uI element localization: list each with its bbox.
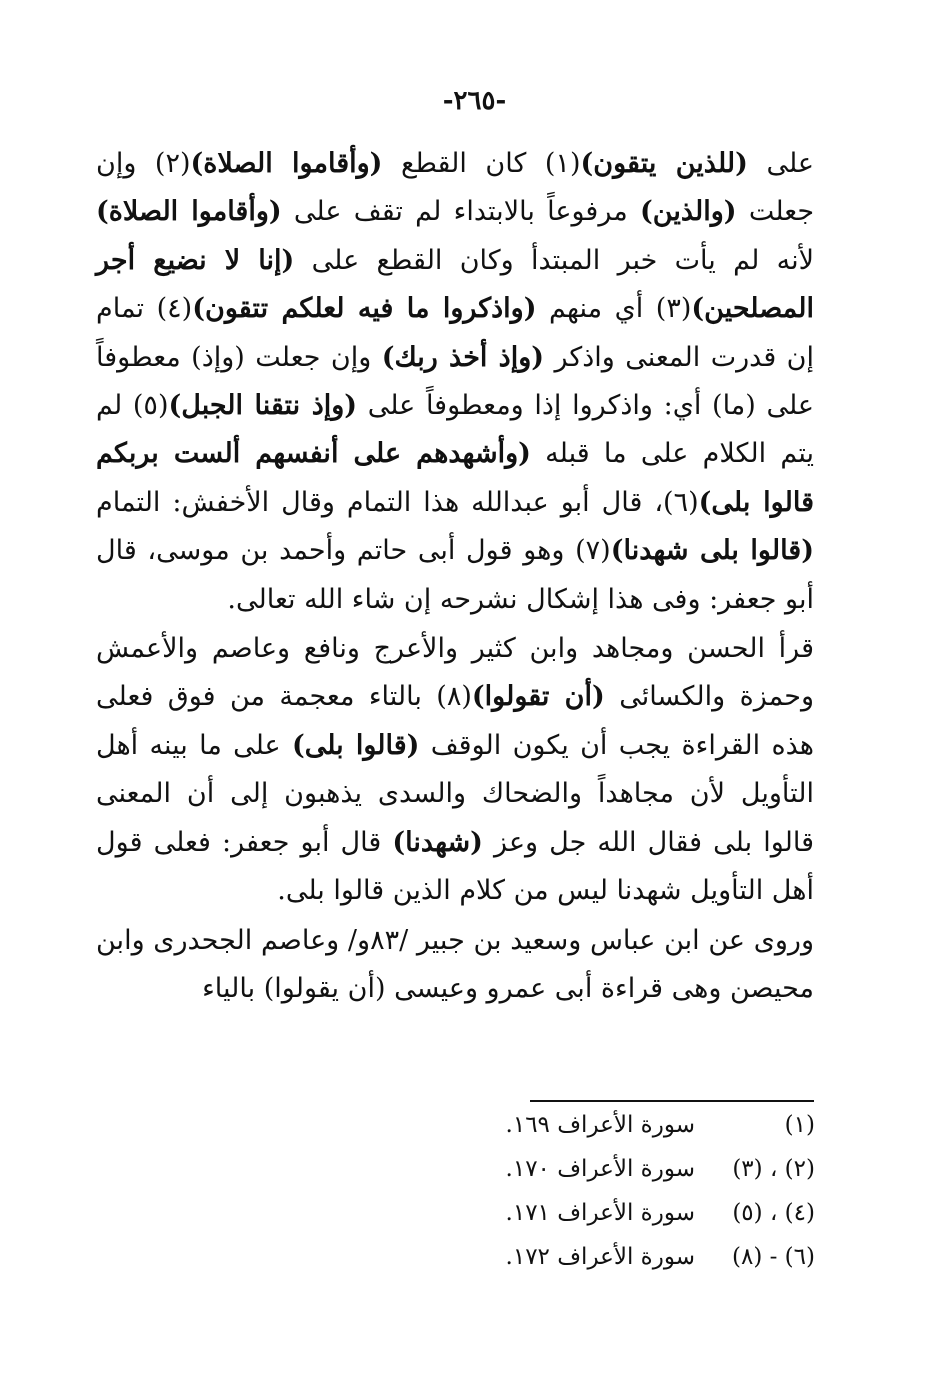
text-run: على ما بينه أهل التأويل لأن مجاهداً والضحاك والسدى يذهبون إلى أن المعنى قالوا بلى فقال الله جل وعز bbox=[96, 729, 815, 858]
main-text bbox=[96, 140, 814, 1013]
text-run: (٥) لم يتم الكلام على ما قبله bbox=[96, 390, 814, 470]
quoted-phrase: (وأشهدهم على أنفسهم ألست بربكم قالوا بلى) bbox=[96, 438, 814, 518]
quoted-phrase: (قالوا بلى شهدنا) bbox=[610, 535, 814, 567]
paragraph bbox=[96, 917, 814, 1014]
footnote bbox=[455, 1112, 815, 1156]
text-run: قال أبو جعفر: فعلى قول أهل التأويل شهدنا ليس من كلام الذين قالوا بلى. bbox=[96, 826, 814, 907]
quoted-phrase: (والذين) bbox=[639, 196, 737, 228]
text-run: على bbox=[747, 148, 815, 179]
quoted-phrase: (إنا لا نضيع أجر المصلحين) bbox=[96, 244, 814, 325]
footnote bbox=[455, 1244, 815, 1288]
quoted-phrase: (أن تقولوا) bbox=[471, 681, 605, 713]
text-run: قرأ الحسن ومجاهد وابن كثير والأعرج ونافع وعاصم والأعمش وحمزة والكسائى bbox=[96, 633, 814, 713]
paragraph bbox=[96, 140, 814, 624]
footnote-text: سورة الأعراف ١٧١. bbox=[505, 1200, 695, 1226]
footnote-ref: (٦) - (٨) bbox=[731, 1244, 815, 1270]
page-number: -٢٦٥- bbox=[442, 86, 507, 116]
footnote-ref: (١) bbox=[784, 1112, 815, 1138]
quoted-phrase: (شهدنا) bbox=[392, 826, 483, 858]
footnote-text: سورة الأعراف ١٦٩. bbox=[505, 1112, 695, 1138]
text-run: وإن جعلت (وإذ) معطوفاً على (ما) أي: واذكروا إذا ومعطوفاً على bbox=[96, 341, 815, 422]
text-run: (٣) أي منهم bbox=[536, 293, 692, 325]
quoted-phrase: (وإذ نتقنا الجبل) bbox=[168, 390, 358, 422]
footnote bbox=[455, 1156, 815, 1200]
quoted-phrase: (للذين يتقون) bbox=[580, 148, 748, 179]
quoted-phrase: (وإذ أخذ ربك) bbox=[381, 341, 545, 373]
text-run: وروى عن ابن عباس وسعيد بن جبير /٨٣و/ وعاصم الجحدرى وابن محيصن وهى قراءة أبى عمرو وعيسى (أن يقولوا) بالياء bbox=[96, 924, 814, 1004]
text-run: (٧) وهو قول أبى حاتم وأحمد بن موسى، قال أبو جعفر: وفى هذا إشكال نشرحه إن شاء الله تعالى. bbox=[96, 535, 814, 615]
text-run: (٦)، قال أبو عبدالله هذا التمام وقال الأخفش: التمام bbox=[96, 486, 699, 518]
quoted-phrase: (وأقاموا الصلاة) bbox=[96, 196, 282, 228]
text-run: (١) كان القطع bbox=[382, 148, 581, 179]
footnote-separator bbox=[530, 1100, 814, 1102]
quoted-phrase: (وأقاموا الصلاة) bbox=[190, 148, 383, 179]
footnote bbox=[455, 1200, 815, 1244]
text-run: مرفوعاً بالابتداء لم تقف على bbox=[281, 196, 640, 228]
footnotes bbox=[455, 1112, 815, 1288]
quoted-phrase: (قالوا بلى) bbox=[291, 729, 420, 761]
text-run: (٤) تمام إن قدرت المعنى واذكر bbox=[96, 293, 815, 373]
text-run: لأنه لم يأت خبر المبتدأ وكان القطع على bbox=[294, 244, 815, 276]
footnote-text: سورة الأعراف ١٧٠. bbox=[505, 1156, 695, 1182]
footnote-text: سورة الأعراف ١٧٢. bbox=[505, 1244, 695, 1270]
text-run: (٢) وإن جعلت bbox=[96, 148, 815, 228]
quoted-phrase: (واذكروا ما فيه لعلكم تتقون) bbox=[192, 293, 537, 325]
footnote-ref: (٤) ، (٥) bbox=[732, 1200, 815, 1226]
footnote-ref: (٢) ، (٣) bbox=[732, 1156, 815, 1182]
paragraph bbox=[96, 625, 814, 915]
text-run: (٨) بالتاء معجمة من فوق فعلى هذه القراءة يجب أن يكون الوقف bbox=[96, 681, 815, 761]
